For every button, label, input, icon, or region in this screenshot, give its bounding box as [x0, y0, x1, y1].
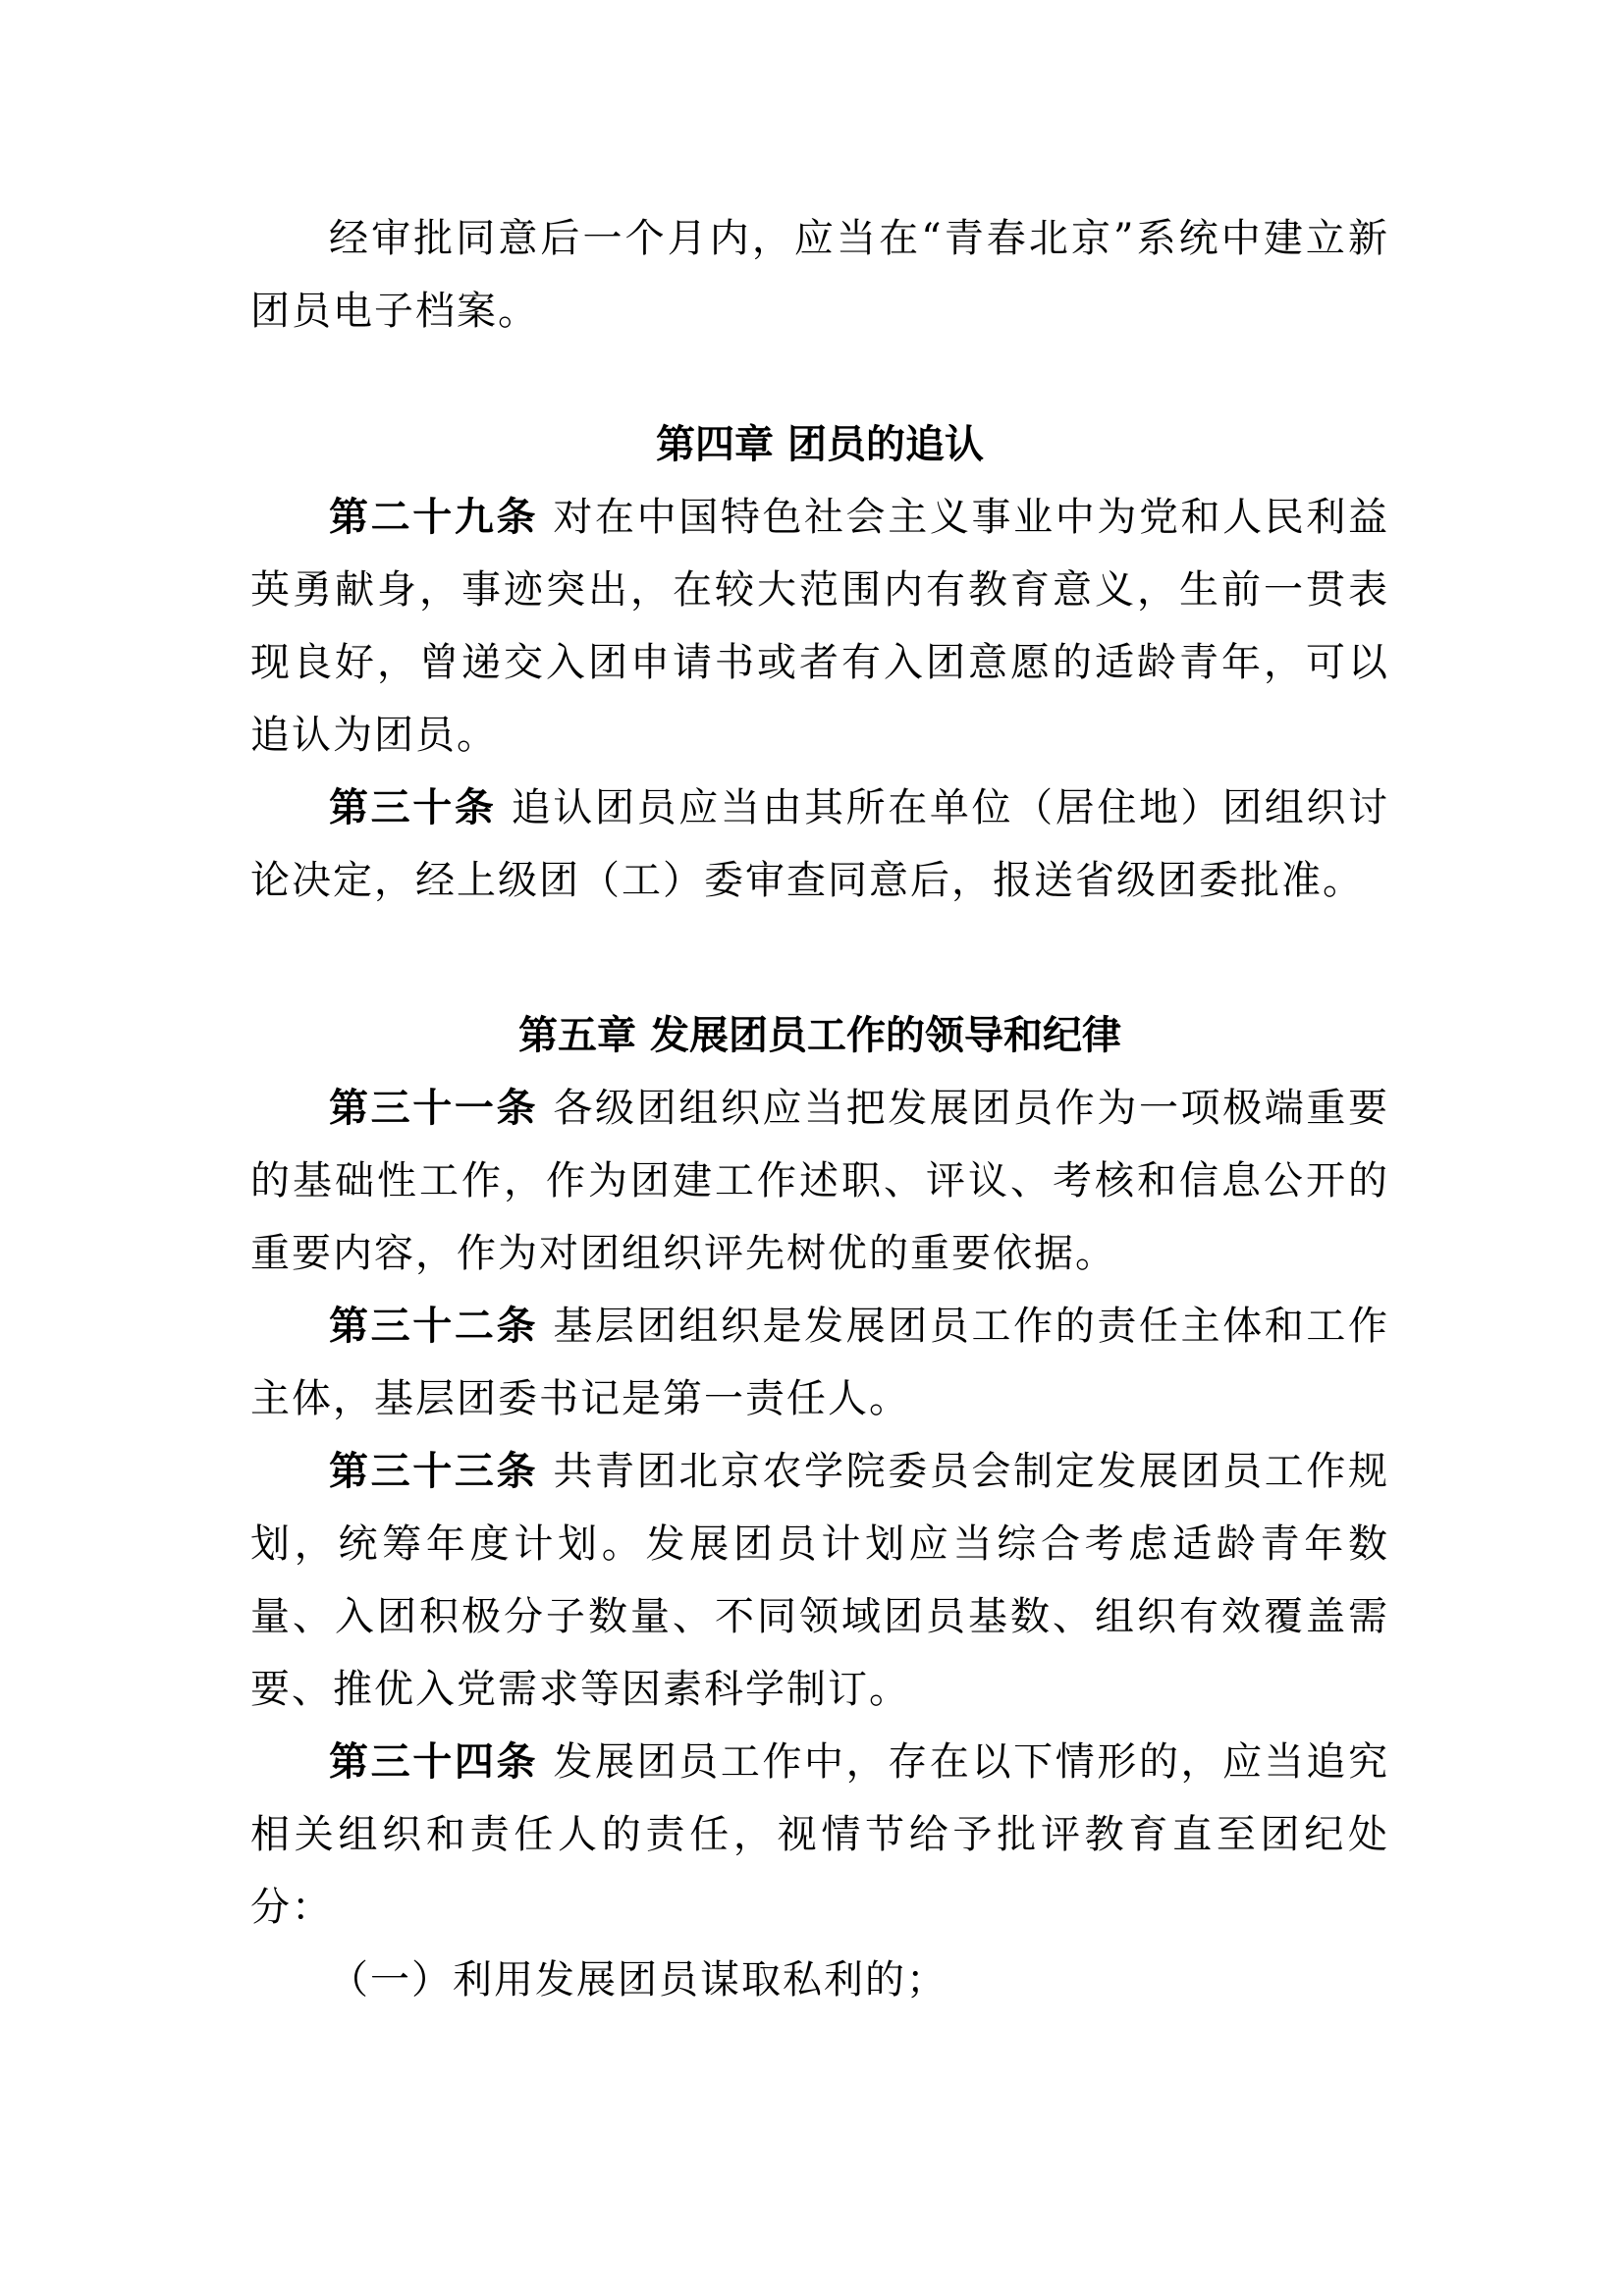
article-text: 各级团组织应当把发展团员作为一项极端重要的基础性工作，作为团建工作述职、评议、考核和信息公开的重要内容，作为对团组织评先树优的重要依据。 [250, 1086, 1390, 1276]
article-text: 共青团北京农学院委员会制定发展团员工作规划，统筹年度计划。发展团员计划应当综合考虑适龄青年数量、入团积极分子数量、不同领域团员基数、组织有效覆盖需要、推优入党需求等因素科学制订。 [250, 1449, 1390, 1712]
spacer [250, 917, 1389, 999]
list-item: （一）利用发展团员谋取私利的； [329, 1957, 947, 2002]
intro-paragraph: 经审批同意后一个月内，应当在“青春北京”系统中建立新团员电子档案。 [250, 216, 1389, 334]
article-label: 第三十一条 [329, 1086, 539, 1131]
article-text: 基层团组织是发展团员工作的责任主体和工作主体，基层团委书记是第一责任人。 [250, 1304, 1390, 1421]
article-label: 第三十条 [329, 785, 497, 830]
article-32 [250, 1290, 1389, 1435]
article-34 [250, 1726, 1389, 1944]
article-text: 追认团员应当由其所在单位（居住地）团组织讨论决定，经上级团（工）委审查同意后，报送省级团委批准。 [250, 785, 1390, 903]
article-33 [250, 1435, 1389, 1726]
article-30 [250, 772, 1389, 917]
chapter-4-title: 第四章 团员的追认 [656, 422, 984, 467]
article-label: 第三十二条 [329, 1304, 539, 1349]
article-label: 第三十三条 [329, 1449, 539, 1494]
article-text: 对在中国特色社会主义事业中为党和人民利益英勇献身，事迹突出，在较大范围内有教育意义，生前一贯表现良好，曾递交入团申请书或者有入团意愿的适龄青年，可以追认为团员。 [250, 495, 1390, 758]
spacer [250, 347, 1389, 408]
article-text: 发展团员工作中，存在以下情形的，应当追究相关组织和责任人的责任，视情节给予批评教育直至团纪处分： [250, 1739, 1390, 1930]
article-31 [250, 1072, 1389, 1290]
article-label: 第二十九条 [329, 495, 539, 540]
document-page [250, 202, 1389, 2016]
chapter-5-title: 第五章 发展团员工作的领导和纪律 [518, 1013, 1121, 1058]
article-29 [250, 481, 1389, 772]
article-label: 第三十四条 [329, 1739, 539, 1785]
